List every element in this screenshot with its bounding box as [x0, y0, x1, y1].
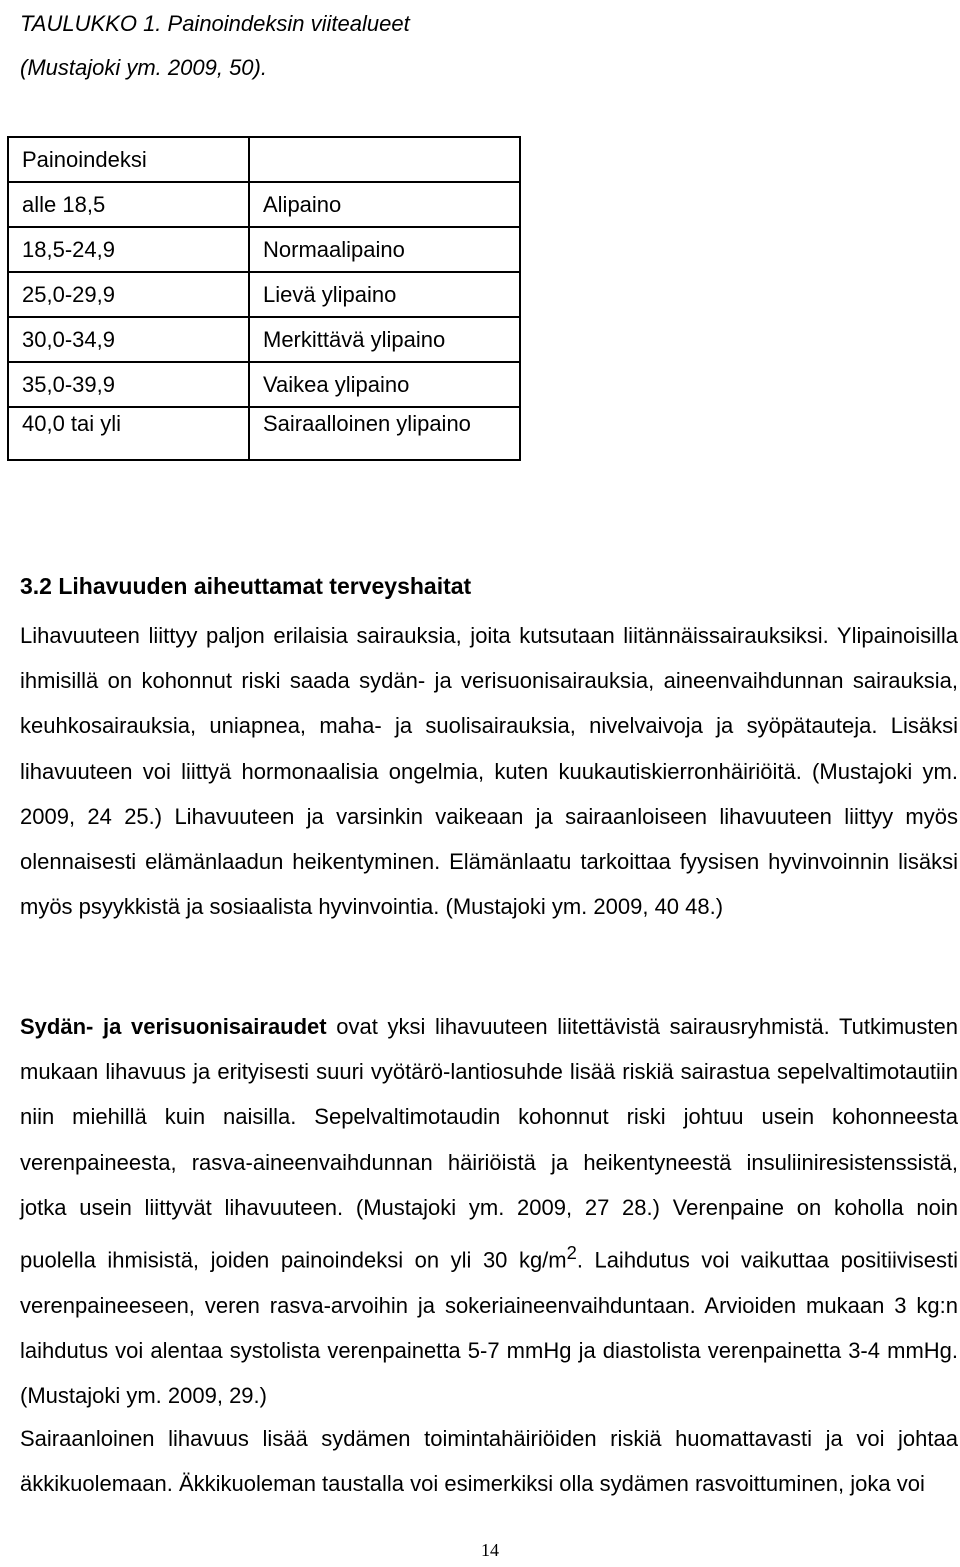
table-caption: [20, 2, 410, 90]
page-number: 14: [481, 1540, 499, 1560]
section-heading: 3.2 Lihavuuden aiheuttamat terveyshaitat: [20, 573, 472, 599]
table-header-empty-cell: [249, 137, 520, 182]
bmi-range-cell: 25,0-29,9: [8, 272, 249, 317]
bmi-category-cell: Merkittävä ylipaino: [249, 317, 520, 362]
bmi-range-cell: 18,5-24,9: [8, 227, 249, 272]
bmi-range-cell: 40,0 tai yli: [8, 407, 249, 460]
bmi-range-cell: 30,0-34,9: [8, 317, 249, 362]
table-row: [8, 182, 520, 227]
table-row: [8, 227, 520, 272]
paragraph-sudden-death: Sairaanloinen lihavuus lisää sydämen toimintahäiriöiden riskiä huomattavasti ja voi johtaa äkkikuolemaan. Äkkikuoleman taustalla voi esimerkiksi olla sydämen rasvoittuminen, joka voi: [20, 1426, 958, 1497]
table-caption-line2: (Mustajoki ym. 2009, 50).: [20, 55, 267, 80]
superscript: 2: [566, 1242, 577, 1264]
bmi-category-cell: Lievä ylipaino: [249, 272, 520, 317]
table-row: [8, 317, 520, 362]
table-caption-line1: TAULUKKO 1. Painoindeksin viitealueet: [20, 11, 410, 36]
table-row: [8, 362, 520, 407]
bmi-category-cell: Sairaalloinen ylipaino: [249, 407, 520, 460]
table-header-cell: Painoindeksi: [8, 137, 249, 182]
table-row: [8, 272, 520, 317]
bmi-category-cell: Alipaino: [249, 182, 520, 227]
table-row: [8, 407, 520, 460]
paragraph-text: ovat yksi lihavuuteen liitettävistä sairausryhmistä. Tutkimusten mukaan lihavuus ja erityisesti suuri vyötärö-lantiosuhde lisää riskiä sairastua sepelvaltimotautiin niin miehillä kuin naisilla. Sepelvaltimotaudin kohonnut riski johtuu usein kohonneesta verenpaineesta, rasva-aineenvaihdunnan häiriöistä ja heikentyneestä insuliiniresistenssistä, jotka usein liittyvät lihavuuteen. (Mustajoki ym. 2009, 27 28.) Verenpaine on koholla noin puolella ihmisistä, joiden painoindeksi on yli 30 kg/m: [20, 1014, 958, 1273]
bmi-table: [7, 136, 521, 461]
bmi-category-cell: Normaalipaino: [249, 227, 520, 272]
paragraph-cardiovascular: [20, 1004, 958, 1418]
bmi-range-cell: alle 18,5: [8, 182, 249, 227]
paragraph-comorbidities: Lihavuuteen liittyy paljon erilaisia sairauksia, joita kutsutaan liitännäissairauksiksi. Ylipainoisilla ihmisillä on kohonnut riski saada sydän- ja verisuonisairauksia, aineenvaihdunnan sairauksia, keuhkosairauksia, uniapnea, maha- ja suolisairauksia, nivelvaivoja ja syöpätauteja. Lisäksi lihavuuteen voi liittyä hormonaalisia ongelmia, kuten kuukautiskierronhäiriöitä. (Mustajoki ym. 2009, 24 25.) Lihavuuteen ja varsinkin vaikeaan ja sairaanloiseen lihavuuteen liittyy myös olennaisesti elämänlaadun heikentyminen. Elämänlaatu tarkoittaa fyysisen hyvinvoinnin lisäksi myös psyykkistä ja sosiaalista hyvinvointia. (Mustajoki ym. 2009, 40 48.): [20, 623, 958, 920]
table-header-row: [8, 137, 520, 182]
paragraph-text: . Laihdutus voi vaikuttaa positiivisesti verenpaineeseen, veren rasva-arvoihin ja sokeriaineenvaihduntaan. Arvioiden mukaan 3 kg:n laihdutus voi alentaa systolista verenpainetta 5-7 mmHg ja diastolista verenpainetta 3-4 mmHg. (Mustajoki ym. 2009, 29.): [20, 1247, 958, 1408]
bmi-category-cell: Vaikea ylipaino: [249, 362, 520, 407]
paragraph-lead-term: Sydän- ja verisuonisairaudet: [20, 1014, 327, 1039]
bmi-range-cell: 35,0-39,9: [8, 362, 249, 407]
